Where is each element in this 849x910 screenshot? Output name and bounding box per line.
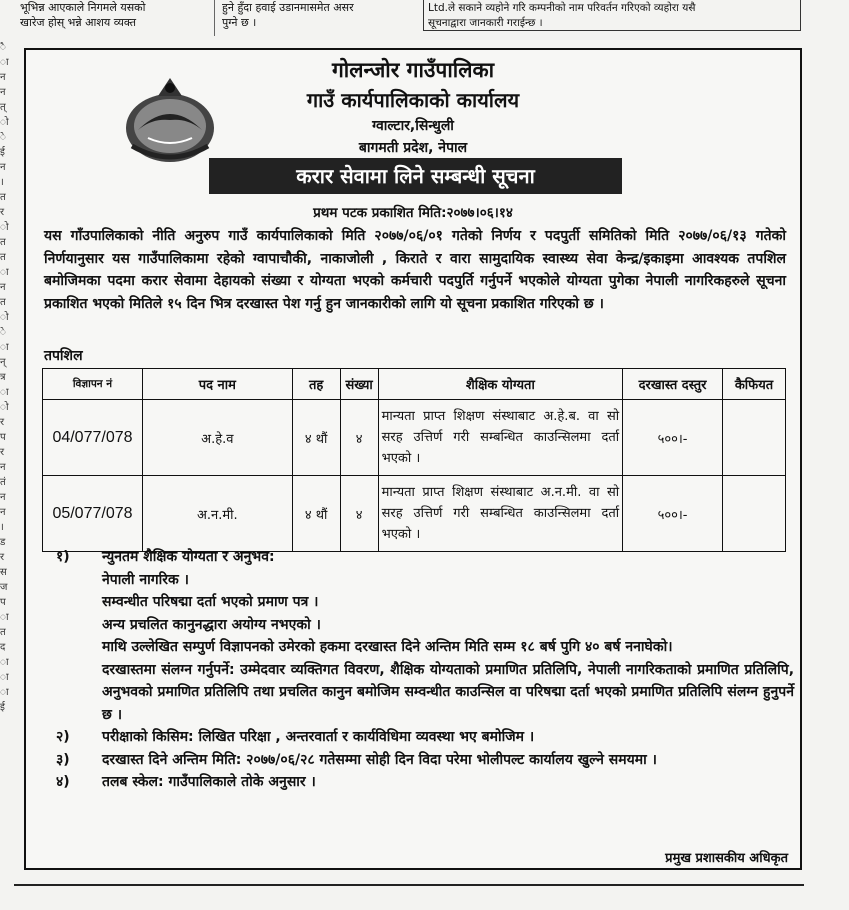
margin-glyph: र xyxy=(0,417,5,428)
ad-number: 05/077/078 xyxy=(43,476,143,552)
fee: ५००।- xyxy=(623,476,723,552)
req4-number: ४) xyxy=(56,774,70,790)
remarks xyxy=(722,400,785,476)
header-remarks: कैफियत xyxy=(722,369,785,400)
article-line: हुने हुँदा हवाई उडानमासमेत असर xyxy=(222,1,354,14)
margin-glyph: ड xyxy=(0,537,6,548)
margin-glyph: ई xyxy=(0,702,5,713)
margin-glyph: न xyxy=(0,72,6,83)
req1-line: नेपाली नागरिक । xyxy=(102,571,189,588)
margin-glyph: त् xyxy=(0,102,6,113)
margin-glyph: प xyxy=(0,597,6,608)
office-title: गाउँ कार्यपालिकाको कार्यालय xyxy=(306,88,520,112)
level: ४ थौं xyxy=(292,476,340,552)
fee: ५००।- xyxy=(623,400,723,476)
margin-glyph: स xyxy=(0,567,7,578)
notice-banner: करार सेवामा लिने सम्बन्धी सूचना xyxy=(209,158,622,194)
cropped-margin-text xyxy=(0,40,12,880)
margin-glyph: ो xyxy=(0,222,9,233)
margin-glyph: त्र xyxy=(0,372,6,383)
header-post: पद नाम xyxy=(142,369,292,400)
page-divider xyxy=(14,884,804,886)
margin-glyph: त xyxy=(0,237,6,248)
margin-glyph: ा xyxy=(0,342,9,353)
qualification: मान्यता प्राप्त शिक्षण संस्थाबाट अ.हे.ब. वा सो सरह उत्तिर्ण गरी सम्बन्धित काउन्सिलमा दर्ता भएको । xyxy=(378,400,623,476)
margin-glyph: त xyxy=(0,252,6,263)
address-line-2: बागमती प्रदेश, नेपाल xyxy=(358,140,468,156)
req4 xyxy=(42,771,794,794)
company-notice-box xyxy=(423,0,801,31)
header-count: संख्या xyxy=(340,369,378,400)
header-fee: दरखास्त दस्तुर xyxy=(623,369,723,400)
remarks xyxy=(722,476,785,552)
margin-glyph: न xyxy=(0,282,6,293)
req2-text: परीक्षाको किसिम: लिखित परिक्षा , अन्तरवार्ता र कार्यविधिमा व्यवस्था भए बमोजिम । xyxy=(102,729,535,745)
article-column-middle xyxy=(222,0,392,30)
header-qualification: शैक्षिक योग्यता xyxy=(378,369,623,400)
margin-glyph: न xyxy=(0,492,6,503)
ad-number: 04/077/078 xyxy=(43,400,143,476)
requirements-section xyxy=(42,546,794,794)
req1-line: अन्य प्रचलित कानुनद्धारा अयोग्य नभएको । xyxy=(102,616,321,633)
previous-article-strip xyxy=(0,0,849,40)
margin-glyph: ा xyxy=(0,387,9,398)
office-name: गोलन्जोर गाउँपालिका xyxy=(331,58,495,82)
margin-glyph: ज xyxy=(0,582,8,593)
table-row xyxy=(43,400,786,476)
margin-glyph: तं xyxy=(0,477,6,488)
article-column-left xyxy=(20,0,210,30)
schedule-label: तपशिल xyxy=(44,348,83,364)
margin-glyph: न् xyxy=(0,357,6,368)
article-line: सूचनाद्वारा जानकारी गराईन्छ । xyxy=(428,17,543,29)
column-divider xyxy=(214,0,215,36)
margin-glyph: र xyxy=(0,447,5,458)
margin-glyph: े xyxy=(0,132,6,143)
table-row xyxy=(43,476,786,552)
vacancy-table xyxy=(42,368,786,552)
margin-glyph: ा xyxy=(0,687,9,698)
margin-glyph: ा xyxy=(0,672,9,683)
margin-glyph: ो xyxy=(0,117,9,128)
address-line-1: ग्वाल्टार,सिन्धुली xyxy=(372,118,454,134)
margin-glyph: ा xyxy=(0,267,9,278)
table-header-row xyxy=(43,369,786,400)
margin-glyph: द xyxy=(0,642,6,653)
margin-glyph: ा xyxy=(0,57,9,68)
req4-text: तलब स्केल: गाउँपालिकाले तोके अनुसार । xyxy=(102,774,316,790)
documents-required xyxy=(42,659,794,727)
req1-line: माथि उल्लेखित सम्पुर्ण विज्ञापनको उमेरको हकमा दरखास्त दिने अन्तिम मिति सम्म १८ बर्ष पुगि ४० बर्ष ननाघेको। xyxy=(102,639,673,655)
article-line: पुग्ने छ । xyxy=(222,16,257,29)
margin-glyph: ा xyxy=(0,612,9,623)
vacancy-notice xyxy=(24,48,802,870)
margin-glyph: । xyxy=(0,522,4,533)
header-level: तह xyxy=(292,369,340,400)
margin-glyph: ै xyxy=(0,42,6,53)
margin-glyph: त xyxy=(0,297,6,308)
req1-number: १) xyxy=(56,549,70,565)
margin-glyph: न xyxy=(0,462,6,473)
header-ad-no: विज्ञापन नं xyxy=(43,369,143,400)
first-publication-date: प्रथम पटक प्रकाशित मिति:२०७७।०६।१४ xyxy=(313,205,513,221)
margin-glyph: ा xyxy=(0,657,9,668)
qualification: मान्यता प्राप्त शिक्षण संस्थाबाट अ.न.मी. वा सो सरह उत्तिर्ण गरी सम्बन्धित काउन्सिलमा दर्ता भएको । xyxy=(378,476,623,552)
req3 xyxy=(42,749,794,772)
req1-title: न्युनतम शैक्षिक योग्यता र अनुभव: xyxy=(102,549,275,565)
post-name: अ.हे.व xyxy=(142,400,292,476)
level: ४ थौं xyxy=(292,400,340,476)
req2 xyxy=(42,726,794,749)
req1-line: सम्वन्धीत परिषद्मा दर्ता भएको प्रमाण पत्र । xyxy=(102,594,319,610)
margin-glyph: ई xyxy=(0,147,5,158)
margin-glyph: र xyxy=(0,207,5,218)
margin-glyph: र xyxy=(0,552,5,563)
margin-glyph: । xyxy=(0,177,4,188)
count: ४ xyxy=(340,400,378,476)
margin-glyph: त xyxy=(0,192,6,203)
article-line: Ltd.ले सकाने व्यहोने गरि कम्पनीको नाम परिवर्तन गरिएको व्यहोरा यसै xyxy=(428,2,696,14)
margin-glyph: न xyxy=(0,507,6,518)
article-line: भूभिन्न आएकाले निगमले यसको xyxy=(20,1,146,14)
post-name: अ.न.मी. xyxy=(142,476,292,552)
req2-number: २) xyxy=(56,729,70,745)
margin-glyph: ो xyxy=(0,402,9,413)
margin-glyph: त xyxy=(0,627,6,638)
documents-text: उम्मेदवार व्यक्तिगत विवरण, शैक्षिक योग्यताको प्रमाणित प्रतिलिपि, नेपाली नागरिकताको प्रमाणित प्रतिलिपि, अनुभवको प्रमाणित प्रतिलिपि तथा प्रचलित कानुन बमोजिम सम्वन्धीत काउन्सिल वा परिषद्मा दर्ता भएको प्रमाणित प्रतिलिपि संलग्न हुनुपर्ने छ । xyxy=(102,661,795,723)
intro-paragraph: यस गाँउपालिकाको नीति अनुरुप गाउँ कार्यपालिकाको मिति २०७७/०६/०१ गतेको निर्णय र पदपुर्ती समितिको मिति २०७७/०६/१३ गतेको निर्णयानुसार यस गाउँपालिकामा रहेको ग्वापाचौकी, नाकाजोली , किराते र वारा सामुदायिक स्वास्थ्य सेवा केन्द्र/इकाइमा आवश्यक तपशिल बमोजिमका पदमा करार सेवामा देहायको संख्या र योग्यता भएको कर्मचारी पदपुर्ति गर्नुपर्ने भएकोले योग्यता पुगेका नेपाली नागरिकहरुले सूचना प्रकाशित भएको मितिले १५ दिन भित्र दरखास्त पेश गर्नु हुन जानकारीको लागि यो सूचना प्रकाशित गरिएको छ । xyxy=(44,228,786,312)
documents-label: दरखास्तमा संलग्न गर्नुपर्ने: xyxy=(102,661,235,678)
count: ४ xyxy=(340,476,378,552)
margin-glyph: न xyxy=(0,162,6,173)
margin-glyph: प xyxy=(0,432,6,443)
article-line: खारेज होस् भन्ने आशय व्यक्त xyxy=(20,16,137,29)
margin-glyph: ो xyxy=(0,312,9,323)
req3-number: ३) xyxy=(56,751,70,768)
req1-heading xyxy=(42,546,794,569)
margin-glyph: े xyxy=(0,327,6,338)
signature-title: प्रमुख प्रशासकीय अधिकृत xyxy=(665,851,788,866)
margin-glyph: न xyxy=(0,87,6,98)
req3-text: दरखास्त दिने अन्तिम मिति: २०७७/०६/२८ गतेसम्मा सोही दिन विदा परेमा भोलीपल्ट कार्यालय खुल्ने समयमा । xyxy=(102,751,657,768)
